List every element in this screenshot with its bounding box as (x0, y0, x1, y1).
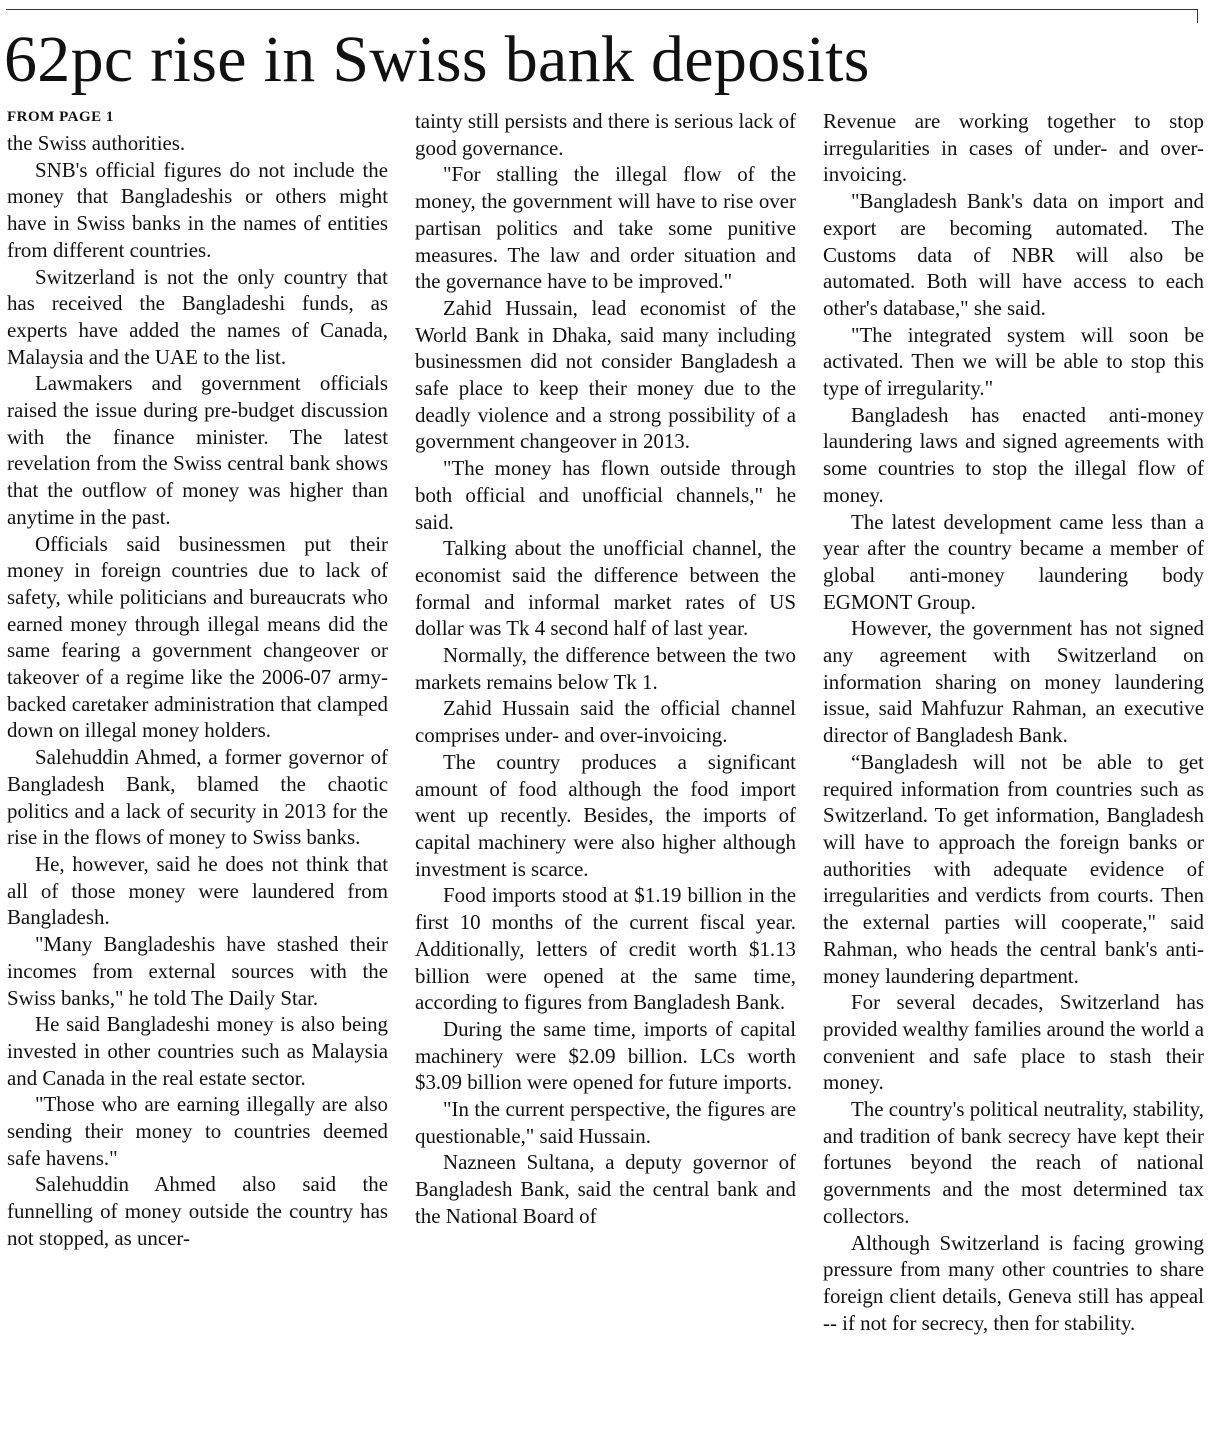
paragraph: The country's political neutrality, stability, and tradition of bank secrecy have kept their fortunes beyond the reach of national governments and the most determined tax collectors. (823, 1097, 1204, 1228)
headline: 62pc rise in Swiss bank deposits (4, 23, 870, 96)
from-page-label: FROM PAGE 1 (7, 109, 114, 125)
paragraph: Salehuddin Ahmed, a former governor of Bangladesh Bank, blamed the chaotic politics and a lack of security in 2013 for the rise in the flows of money to Swiss banks. (7, 745, 388, 850)
top-rule-corner (1197, 9, 1198, 23)
paragraph: Switzerland is not the only country that has received the Bangladeshi funds, as experts have added the names of Canada, Malaysia and the UAE to the list. (7, 264, 388, 369)
article-column-1 (7, 130, 388, 1252)
paragraph: the Swiss authorities. (7, 131, 186, 155)
paragraph: "For stalling the illegal flow of the money, the government will have to rise over partisan politics and take some punitive measures. The law and order situation and the governance have to be improved." (415, 162, 796, 294)
paragraph: "In the current perspective, the figures are questionable," said Hussain. (415, 1097, 796, 1148)
paragraph: "The integrated system will soon be activated. Then we will be able to stop this type of irregularity." (823, 322, 1204, 401)
paragraph: He, however, said he does not think that all of those money were laundered from Bangladesh. (7, 851, 388, 930)
paragraph: The latest development came less than a year after the country became a member of global anti-money laundering body EGMONT Group. (823, 509, 1204, 614)
paragraph: The country produces a significant amount of food although the food import went up recently. Besides, the imports of capital machinery were also higher although investment is scarce. (415, 749, 796, 881)
paragraph: Food imports stood at $1.19 billion in the first 10 months of the current fiscal year. Additionally, letters of credit worth $1.13 billion were opened at the same time, according to figures from Bangladesh Bank. (415, 883, 796, 1015)
paragraph: Officials said businessmen put their money in foreign countries due to lack of safety, while politicians and bureaucrats who earned money through illegal means did the same fearing a government changeover or takeover of a regime like the 2006-07 army-backed caretaker administration that clamped down on illegal money holders. (7, 531, 388, 743)
paragraph: During the same time, imports of capital machinery were $2.09 billion. LCs worth $3.09 billion were opened for future imports. (415, 1016, 796, 1095)
paragraph: SNB's official figures do not include the money that Bangladeshis or others might have in Swiss banks in the names of entities from different countries. (7, 157, 388, 262)
paragraph: Bangladesh has enacted anti-money laundering laws and signed agreements with some countries to stop the illegal flow of money. (823, 402, 1204, 507)
paragraph: Normally, the difference between the two markets remains below Tk 1. (415, 643, 796, 694)
paragraph: Zahid Hussain, lead economist of the World Bank in Dhaka, said many including businessmen did not consider Bangladesh a safe place to keep their money due to the deadly violence and a strong possibility of a government changeover in 2013. (415, 295, 796, 454)
paragraph: "Those who are earning illegally are also sending their money to countries deemed safe havens." (7, 1092, 388, 1170)
paragraph: "Many Bangladeshis have stashed their incomes from external sources with the Swiss banks," he told The Daily Star. (7, 932, 388, 1010)
paragraph: However, the government has not signed any agreement with Switzerland on information sharing on money laundering issue, said Mahfuzur Rahman, an executive director of Bangladesh Bank. (823, 616, 1204, 748)
paragraph: Nazneen Sultana, a deputy governor of Bangladesh Bank, said the central bank and the National Board of (415, 1150, 796, 1228)
paragraph: tainty still persists and there is serious lack of good governance. (415, 109, 796, 160)
paragraph: Lawmakers and government officials raised the issue during pre-budget discussion with the finance minister. The latest revelation from the Swiss central bank shows that the outflow of money was higher than anytime in the past. (7, 371, 388, 529)
article-column-2 (415, 108, 796, 1230)
paragraph: Revenue are working together to stop irregularities in cases of under- and over-invoicing. (823, 109, 1204, 187)
top-rule (6, 9, 1198, 10)
paragraph: Talking about the unofficial channel, the economist said the difference between the formal and informal market rates of US dollar was Tk 4 second half of last year. (415, 536, 796, 641)
article-column-3 (823, 108, 1204, 1336)
paragraph: He said Bangladeshi money is also being invested in other countries such as Malaysia and Canada in the real estate sector. (7, 1012, 388, 1090)
paragraph: For several decades, Switzerland has provided wealthy families around the world a convenient and safe place to stash their money. (823, 990, 1204, 1095)
paragraph: “Bangladesh will not be able to get required information from countries such as Switzerland. To get information, Bangladesh will have to approach the foreign banks or authorities with adequate evidence of irregularities and verdicts from courts. Then the external parties will cooperate," said Rahman, who heads the central bank's anti-money laundering department. (823, 749, 1204, 988)
paragraph: "The money has flown outside through both official and unofficial channels," he said. (415, 456, 796, 534)
paragraph: Although Switzerland is facing growing pressure from many other countries to share foreign client details, Geneva still has appeal -- if not for secrecy, then for stability. (823, 1230, 1204, 1335)
paragraph: "Bangladesh Bank's data on import and export are becoming automated. The Customs data of NBR will also be automated. Both will have access to each other's database," she said. (823, 189, 1204, 320)
paragraph: Salehuddin Ahmed also said the funnelling of money outside the country has not stopped, as uncer- (7, 1172, 388, 1250)
paragraph: Zahid Hussain said the official channel comprises under- and over-invoicing. (415, 696, 796, 748)
